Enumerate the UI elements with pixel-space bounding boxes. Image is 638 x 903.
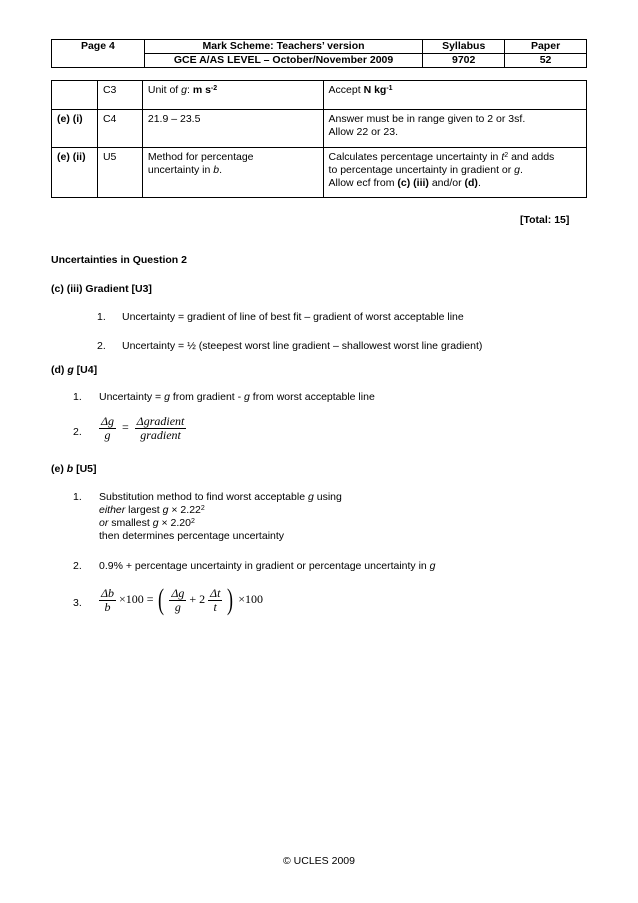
list-item: 1. — [73, 491, 82, 503]
list-item: 1. — [73, 391, 82, 403]
header-table — [51, 39, 587, 68]
section-title: Uncertainties in Question 2 — [51, 254, 187, 266]
part-cell: (e) (ii) — [52, 148, 98, 198]
part-d-heading: (d) g [U4] — [51, 364, 98, 376]
header-title-2: GCE A/AS LEVEL – October/November 2009 — [144, 54, 422, 68]
part-cell: (e) (i) — [52, 110, 98, 148]
list-item-text: 0.9% + percentage uncertainty in gradient or percentage uncertainty in g — [99, 560, 436, 572]
list-item-text: Uncertainty = g from gradient - g from worst acceptable line — [99, 391, 375, 403]
mark-table — [51, 80, 587, 198]
syllabus-value: 9702 — [423, 54, 505, 68]
desc-cell: Unit of g: m $s^{-2}$ — [142, 81, 323, 110]
list-item: 2. — [73, 426, 82, 438]
syllabus-label: Syllabus — [423, 40, 505, 54]
accept-cell: Accept N $kg^{-1}$ — [323, 81, 586, 110]
list-item: 2. — [97, 340, 106, 352]
list-item: 3. — [73, 597, 82, 609]
list-item-text: Uncertainty = ½ (steepest worst line gradient – shallowest worst line gradient) — [122, 340, 483, 352]
list-item-text: Uncertainty = gradient of line of best fit – gradient of worst acceptable line — [122, 311, 464, 323]
header-title-1: Mark Scheme: Teachers’ version — [144, 40, 422, 54]
table-row — [52, 81, 587, 110]
list-item: 2. — [73, 560, 82, 572]
paper-label: Paper — [505, 40, 587, 54]
footer-copyright: © UCLES 2009 — [283, 855, 355, 867]
formula-d: $\frac{\Delta g}{g}$ = $\frac{\text{Δgradient}}{\text{gradient}}$ — [101, 414, 185, 442]
table-row — [52, 110, 587, 148]
accept-cell: Answer must be in range given to 2 or 3sf. Allow 22 or 23. — [323, 110, 586, 148]
list-item: 1. — [97, 311, 106, 323]
page-number: Page 4 — [52, 40, 145, 68]
formula-e: $\frac{\Delta b}{b}$ ×100 = ( $\frac{\Delta g}{g}$ + 2 $\frac{\Delta t}{t}$ ) ×100 — [101, 583, 264, 616]
list-item-text: Substitution method to find worst acceptable g using either largest $g \times 2.22^2$ or smallest $g \times 2.20^2$ then determines percentage uncertainty — [99, 491, 342, 542]
table-row — [52, 148, 587, 198]
accept-cell: Calculates percentage uncertainty in $t^2$ and adds to percentage uncertainty in gradient or g. Allow ecf from (c) (iii) and/or (d). — [323, 148, 586, 198]
part-cell — [52, 81, 98, 110]
code-cell: C3 — [97, 81, 142, 110]
part-c-heading: (c) (iii) Gradient [U3] — [51, 283, 152, 295]
code-cell: U5 — [97, 148, 142, 198]
code-cell: C4 — [97, 110, 142, 148]
paper-value: 52 — [505, 54, 587, 68]
total-marks: [Total: 15] — [520, 214, 570, 226]
part-e-heading: (e) b [U5] — [51, 463, 97, 475]
desc-cell: Method for percentage uncertainty in b. — [142, 148, 323, 198]
desc-cell: 21.9 – 23.5 — [142, 110, 323, 148]
